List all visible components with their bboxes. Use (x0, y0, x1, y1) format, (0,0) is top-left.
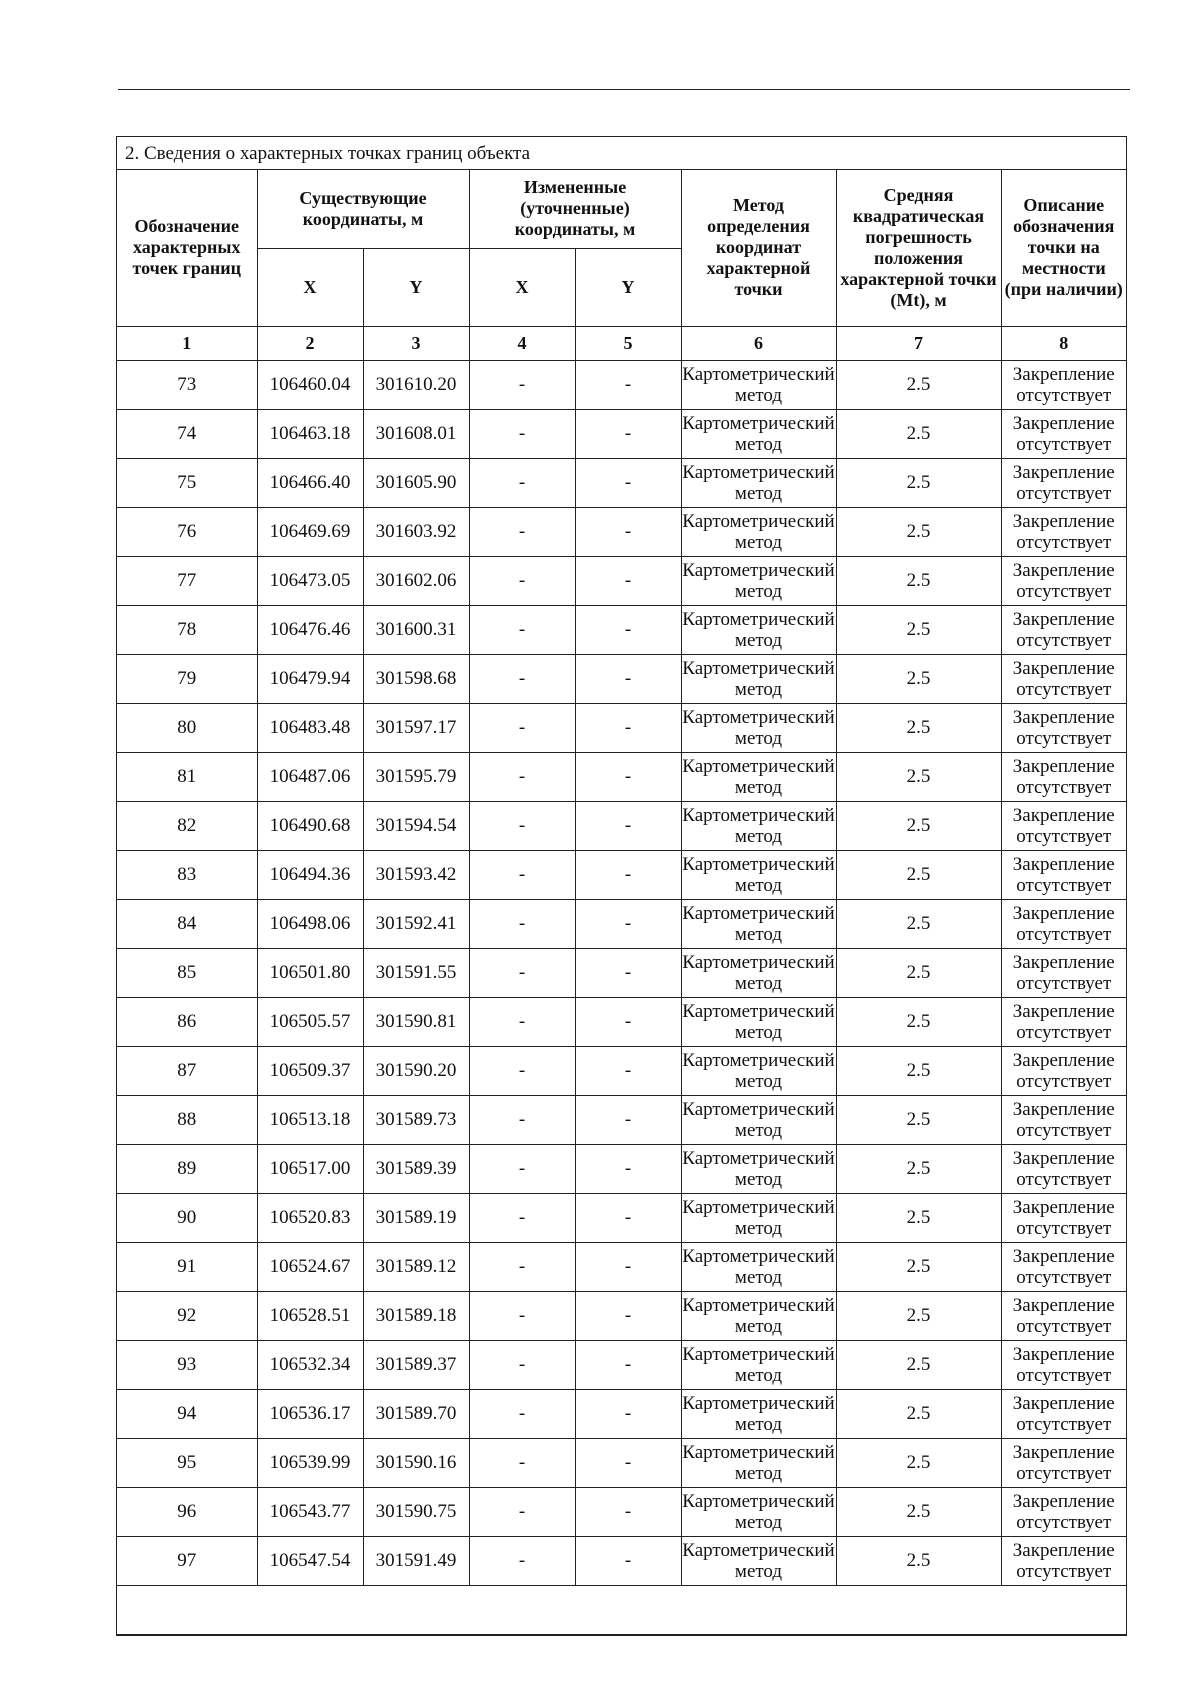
empty-cell (117, 1585, 1126, 1634)
error-cell: 2.5 (836, 850, 1001, 899)
point-id-cell: 86 (117, 997, 257, 1046)
description-cell: Закрепление отсутствует (1001, 1193, 1126, 1242)
point-id-cell: 78 (117, 605, 257, 654)
existing-x-cell: 106520.83 (257, 1193, 363, 1242)
existing-x-cell: 106509.37 (257, 1046, 363, 1095)
changed-y-cell: - (575, 409, 681, 458)
description-cell: Закрепление отсутствует (1001, 1536, 1126, 1585)
description-cell: Закрепление отсутствует (1001, 1242, 1126, 1291)
table-row (117, 1536, 1126, 1585)
point-id-cell: 93 (117, 1340, 257, 1389)
existing-x-cell: 106460.04 (257, 360, 363, 409)
method-cell: Картометрический метод (681, 360, 836, 409)
changed-y-cell: - (575, 1144, 681, 1193)
header-changed-x: X (469, 248, 575, 326)
column-number: 6 (681, 326, 836, 360)
existing-x-cell: 106463.18 (257, 409, 363, 458)
table-row (117, 997, 1126, 1046)
changed-x-cell: - (469, 458, 575, 507)
existing-y-cell: 301589.70 (363, 1389, 469, 1438)
method-cell: Картометрический метод (681, 507, 836, 556)
table-body (117, 360, 1126, 1585)
changed-x-cell: - (469, 1046, 575, 1095)
header-description: Описание обозначения точки на местности (при наличии) (1001, 170, 1126, 326)
description-cell: Закрепление отсутствует (1001, 948, 1126, 997)
error-cell: 2.5 (836, 1389, 1001, 1438)
error-cell: 2.5 (836, 605, 1001, 654)
changed-x-cell: - (469, 1340, 575, 1389)
changed-y-cell: - (575, 1095, 681, 1144)
existing-y-cell: 301590.75 (363, 1487, 469, 1536)
method-cell: Картометрический метод (681, 997, 836, 1046)
method-cell: Картометрический метод (681, 1536, 836, 1585)
changed-x-cell: - (469, 1536, 575, 1585)
table-empty-row (117, 1585, 1126, 1634)
changed-y-cell: - (575, 1291, 681, 1340)
existing-y-cell: 301600.31 (363, 605, 469, 654)
description-cell: Закрепление отсутствует (1001, 654, 1126, 703)
error-cell: 2.5 (836, 458, 1001, 507)
changed-x-cell: - (469, 1242, 575, 1291)
changed-y-cell: - (575, 605, 681, 654)
point-id-cell: 74 (117, 409, 257, 458)
existing-x-cell: 106479.94 (257, 654, 363, 703)
column-number: 3 (363, 326, 469, 360)
header-designation: Обозначение характерных точек границ (117, 170, 257, 326)
existing-y-cell: 301589.18 (363, 1291, 469, 1340)
changed-y-cell: - (575, 1438, 681, 1487)
error-cell: 2.5 (836, 556, 1001, 605)
error-cell: 2.5 (836, 1095, 1001, 1144)
existing-y-cell: 301597.17 (363, 703, 469, 752)
changed-y-cell: - (575, 1487, 681, 1536)
method-cell: Картометрический метод (681, 1144, 836, 1193)
method-cell: Картометрический метод (681, 654, 836, 703)
changed-y-cell: - (575, 1340, 681, 1389)
existing-y-cell: 301589.39 (363, 1144, 469, 1193)
method-cell: Картометрический метод (681, 556, 836, 605)
changed-y-cell: - (575, 458, 681, 507)
method-cell: Картометрический метод (681, 1487, 836, 1536)
changed-y-cell: - (575, 1193, 681, 1242)
description-cell: Закрепление отсутствует (1001, 458, 1126, 507)
error-cell: 2.5 (836, 1438, 1001, 1487)
changed-x-cell: - (469, 409, 575, 458)
description-cell: Закрепление отсутствует (1001, 703, 1126, 752)
description-cell: Закрепление отсутствует (1001, 850, 1126, 899)
changed-x-cell: - (469, 850, 575, 899)
existing-x-cell: 106466.40 (257, 458, 363, 507)
changed-x-cell: - (469, 703, 575, 752)
existing-x-cell: 106498.06 (257, 899, 363, 948)
point-id-cell: 77 (117, 556, 257, 605)
description-cell: Закрепление отсутствует (1001, 507, 1126, 556)
table-row (117, 1046, 1126, 1095)
changed-x-cell: - (469, 605, 575, 654)
point-id-cell: 97 (117, 1536, 257, 1585)
header-method: Метод определения координат характерной точки (681, 170, 836, 326)
point-id-cell: 88 (117, 1095, 257, 1144)
point-id-cell: 79 (117, 654, 257, 703)
changed-x-cell: - (469, 899, 575, 948)
existing-x-cell: 106476.46 (257, 605, 363, 654)
existing-x-cell: 106524.67 (257, 1242, 363, 1291)
method-cell: Картометрический метод (681, 605, 836, 654)
description-cell: Закрепление отсутствует (1001, 1144, 1126, 1193)
changed-y-cell: - (575, 1389, 681, 1438)
description-cell: Закрепление отсутствует (1001, 1046, 1126, 1095)
point-id-cell: 82 (117, 801, 257, 850)
changed-x-cell: - (469, 1095, 575, 1144)
changed-y-cell: - (575, 948, 681, 997)
error-cell: 2.5 (836, 1291, 1001, 1340)
table-row (117, 1487, 1126, 1536)
changed-y-cell: - (575, 654, 681, 703)
changed-y-cell: - (575, 801, 681, 850)
existing-x-cell: 106501.80 (257, 948, 363, 997)
description-cell: Закрепление отсутствует (1001, 360, 1126, 409)
existing-y-cell: 301591.55 (363, 948, 469, 997)
existing-y-cell: 301590.81 (363, 997, 469, 1046)
point-id-cell: 85 (117, 948, 257, 997)
header-existing-y: Y (363, 248, 469, 326)
point-id-cell: 76 (117, 507, 257, 556)
existing-y-cell: 301593.42 (363, 850, 469, 899)
table-row (117, 654, 1126, 703)
method-cell: Картометрический метод (681, 409, 836, 458)
changed-x-cell: - (469, 752, 575, 801)
method-cell: Картометрический метод (681, 801, 836, 850)
method-cell: Картометрический метод (681, 1291, 836, 1340)
changed-y-cell: - (575, 360, 681, 409)
existing-x-cell: 106505.57 (257, 997, 363, 1046)
existing-y-cell: 301589.73 (363, 1095, 469, 1144)
description-cell: Закрепление отсутствует (1001, 1340, 1126, 1389)
table-row (117, 850, 1126, 899)
existing-y-cell: 301608.01 (363, 409, 469, 458)
existing-y-cell: 301589.12 (363, 1242, 469, 1291)
method-cell: Картометрический метод (681, 703, 836, 752)
changed-y-cell: - (575, 703, 681, 752)
existing-x-cell: 106536.17 (257, 1389, 363, 1438)
error-cell: 2.5 (836, 1536, 1001, 1585)
changed-x-cell: - (469, 1438, 575, 1487)
error-cell: 2.5 (836, 409, 1001, 458)
changed-y-cell: - (575, 556, 681, 605)
point-id-cell: 89 (117, 1144, 257, 1193)
changed-y-cell: - (575, 1046, 681, 1095)
column-number: 2 (257, 326, 363, 360)
error-cell: 2.5 (836, 1193, 1001, 1242)
method-cell: Картометрический метод (681, 1389, 836, 1438)
point-id-cell: 87 (117, 1046, 257, 1095)
changed-y-cell: - (575, 507, 681, 556)
header-error: Средняя квадратическая погрешность положения характерной точки (Mt), м (836, 170, 1001, 326)
column-number: 7 (836, 326, 1001, 360)
existing-x-cell: 106469.69 (257, 507, 363, 556)
error-cell: 2.5 (836, 948, 1001, 997)
error-cell: 2.5 (836, 1340, 1001, 1389)
coordinates-table (117, 170, 1126, 1635)
existing-x-cell: 106473.05 (257, 556, 363, 605)
point-id-cell: 73 (117, 360, 257, 409)
table-row (117, 1438, 1126, 1487)
table-row (117, 1242, 1126, 1291)
existing-y-cell: 301590.16 (363, 1438, 469, 1487)
method-cell: Картометрический метод (681, 752, 836, 801)
table-row (117, 703, 1126, 752)
changed-x-cell: - (469, 654, 575, 703)
changed-x-cell: - (469, 1487, 575, 1536)
column-number: 4 (469, 326, 575, 360)
description-cell: Закрепление отсутствует (1001, 752, 1126, 801)
table-row (117, 948, 1126, 997)
description-cell: Закрепление отсутствует (1001, 1095, 1126, 1144)
table-row (117, 458, 1126, 507)
table-row (117, 752, 1126, 801)
changed-y-cell: - (575, 1242, 681, 1291)
table-row (117, 801, 1126, 850)
changed-x-cell: - (469, 1291, 575, 1340)
point-id-cell: 84 (117, 899, 257, 948)
error-cell: 2.5 (836, 703, 1001, 752)
error-cell: 2.5 (836, 507, 1001, 556)
table-row (117, 360, 1126, 409)
error-cell: 2.5 (836, 654, 1001, 703)
error-cell: 2.5 (836, 1046, 1001, 1095)
column-number: 1 (117, 326, 257, 360)
points-section (116, 136, 1127, 1636)
header-changed-coords: Измененные (уточненные) координаты, м (469, 170, 681, 248)
existing-x-cell: 106483.48 (257, 703, 363, 752)
table-row (117, 1144, 1126, 1193)
table-row (117, 1291, 1126, 1340)
changed-y-cell: - (575, 1536, 681, 1585)
point-id-cell: 94 (117, 1389, 257, 1438)
existing-x-cell: 106487.06 (257, 752, 363, 801)
method-cell: Картометрический метод (681, 899, 836, 948)
method-cell: Картометрический метод (681, 1095, 836, 1144)
changed-y-cell: - (575, 899, 681, 948)
changed-y-cell: - (575, 850, 681, 899)
changed-x-cell: - (469, 556, 575, 605)
error-cell: 2.5 (836, 360, 1001, 409)
existing-y-cell: 301589.19 (363, 1193, 469, 1242)
table-row (117, 1389, 1126, 1438)
changed-x-cell: - (469, 948, 575, 997)
description-cell: Закрепление отсутствует (1001, 605, 1126, 654)
existing-y-cell: 301595.79 (363, 752, 469, 801)
table-row (117, 507, 1126, 556)
description-cell: Закрепление отсутствует (1001, 899, 1126, 948)
description-cell: Закрепление отсутствует (1001, 1438, 1126, 1487)
existing-y-cell: 301590.20 (363, 1046, 469, 1095)
method-cell: Картометрический метод (681, 850, 836, 899)
existing-x-cell: 106532.34 (257, 1340, 363, 1389)
changed-x-cell: - (469, 1389, 575, 1438)
description-cell: Закрепление отсутствует (1001, 556, 1126, 605)
method-cell: Картометрический метод (681, 458, 836, 507)
description-cell: Закрепление отсутствует (1001, 1291, 1126, 1340)
error-cell: 2.5 (836, 1144, 1001, 1193)
header-existing-coords: Существующие координаты, м (257, 170, 469, 248)
existing-y-cell: 301602.06 (363, 556, 469, 605)
description-cell: Закрепление отсутствует (1001, 997, 1126, 1046)
table-row (117, 899, 1126, 948)
description-cell: Закрепление отсутствует (1001, 801, 1126, 850)
changed-y-cell: - (575, 997, 681, 1046)
method-cell: Картометрический метод (681, 1242, 836, 1291)
existing-x-cell: 106490.68 (257, 801, 363, 850)
table-row (117, 556, 1126, 605)
error-cell: 2.5 (836, 752, 1001, 801)
column-number: 8 (1001, 326, 1126, 360)
existing-y-cell: 301594.54 (363, 801, 469, 850)
section-title: 2. Сведения о характерных точках границ объекта (117, 137, 1126, 170)
method-cell: Картометрический метод (681, 1193, 836, 1242)
existing-x-cell: 106494.36 (257, 850, 363, 899)
error-cell: 2.5 (836, 1242, 1001, 1291)
existing-y-cell: 301589.37 (363, 1340, 469, 1389)
description-cell: Закрепление отсутствует (1001, 409, 1126, 458)
method-cell: Картометрический метод (681, 1438, 836, 1487)
method-cell: Картометрический метод (681, 1340, 836, 1389)
page-top-rule (118, 89, 1130, 90)
changed-x-cell: - (469, 1144, 575, 1193)
method-cell: Картометрический метод (681, 1046, 836, 1095)
existing-x-cell: 106528.51 (257, 1291, 363, 1340)
header-changed-y: Y (575, 248, 681, 326)
existing-x-cell: 106517.00 (257, 1144, 363, 1193)
point-id-cell: 92 (117, 1291, 257, 1340)
changed-x-cell: - (469, 360, 575, 409)
error-cell: 2.5 (836, 997, 1001, 1046)
existing-y-cell: 301598.68 (363, 654, 469, 703)
point-id-cell: 95 (117, 1438, 257, 1487)
existing-x-cell: 106513.18 (257, 1095, 363, 1144)
table-row (117, 1095, 1126, 1144)
description-cell: Закрепление отсутствует (1001, 1389, 1126, 1438)
error-cell: 2.5 (836, 899, 1001, 948)
table-row (117, 1193, 1126, 1242)
point-id-cell: 80 (117, 703, 257, 752)
changed-x-cell: - (469, 1193, 575, 1242)
column-number: 5 (575, 326, 681, 360)
existing-x-cell: 106543.77 (257, 1487, 363, 1536)
existing-x-cell: 106539.99 (257, 1438, 363, 1487)
existing-y-cell: 301605.90 (363, 458, 469, 507)
description-cell: Закрепление отсутствует (1001, 1487, 1126, 1536)
changed-y-cell: - (575, 752, 681, 801)
point-id-cell: 81 (117, 752, 257, 801)
existing-x-cell: 106547.54 (257, 1536, 363, 1585)
header-existing-x: X (257, 248, 363, 326)
existing-y-cell: 301591.49 (363, 1536, 469, 1585)
point-id-cell: 90 (117, 1193, 257, 1242)
existing-y-cell: 301603.92 (363, 507, 469, 556)
error-cell: 2.5 (836, 1487, 1001, 1536)
point-id-cell: 96 (117, 1487, 257, 1536)
changed-x-cell: - (469, 507, 575, 556)
changed-x-cell: - (469, 997, 575, 1046)
table-row (117, 409, 1126, 458)
point-id-cell: 75 (117, 458, 257, 507)
point-id-cell: 83 (117, 850, 257, 899)
existing-y-cell: 301592.41 (363, 899, 469, 948)
error-cell: 2.5 (836, 801, 1001, 850)
point-id-cell: 91 (117, 1242, 257, 1291)
table-row (117, 605, 1126, 654)
existing-y-cell: 301610.20 (363, 360, 469, 409)
changed-x-cell: - (469, 801, 575, 850)
table-row (117, 1340, 1126, 1389)
method-cell: Картометрический метод (681, 948, 836, 997)
